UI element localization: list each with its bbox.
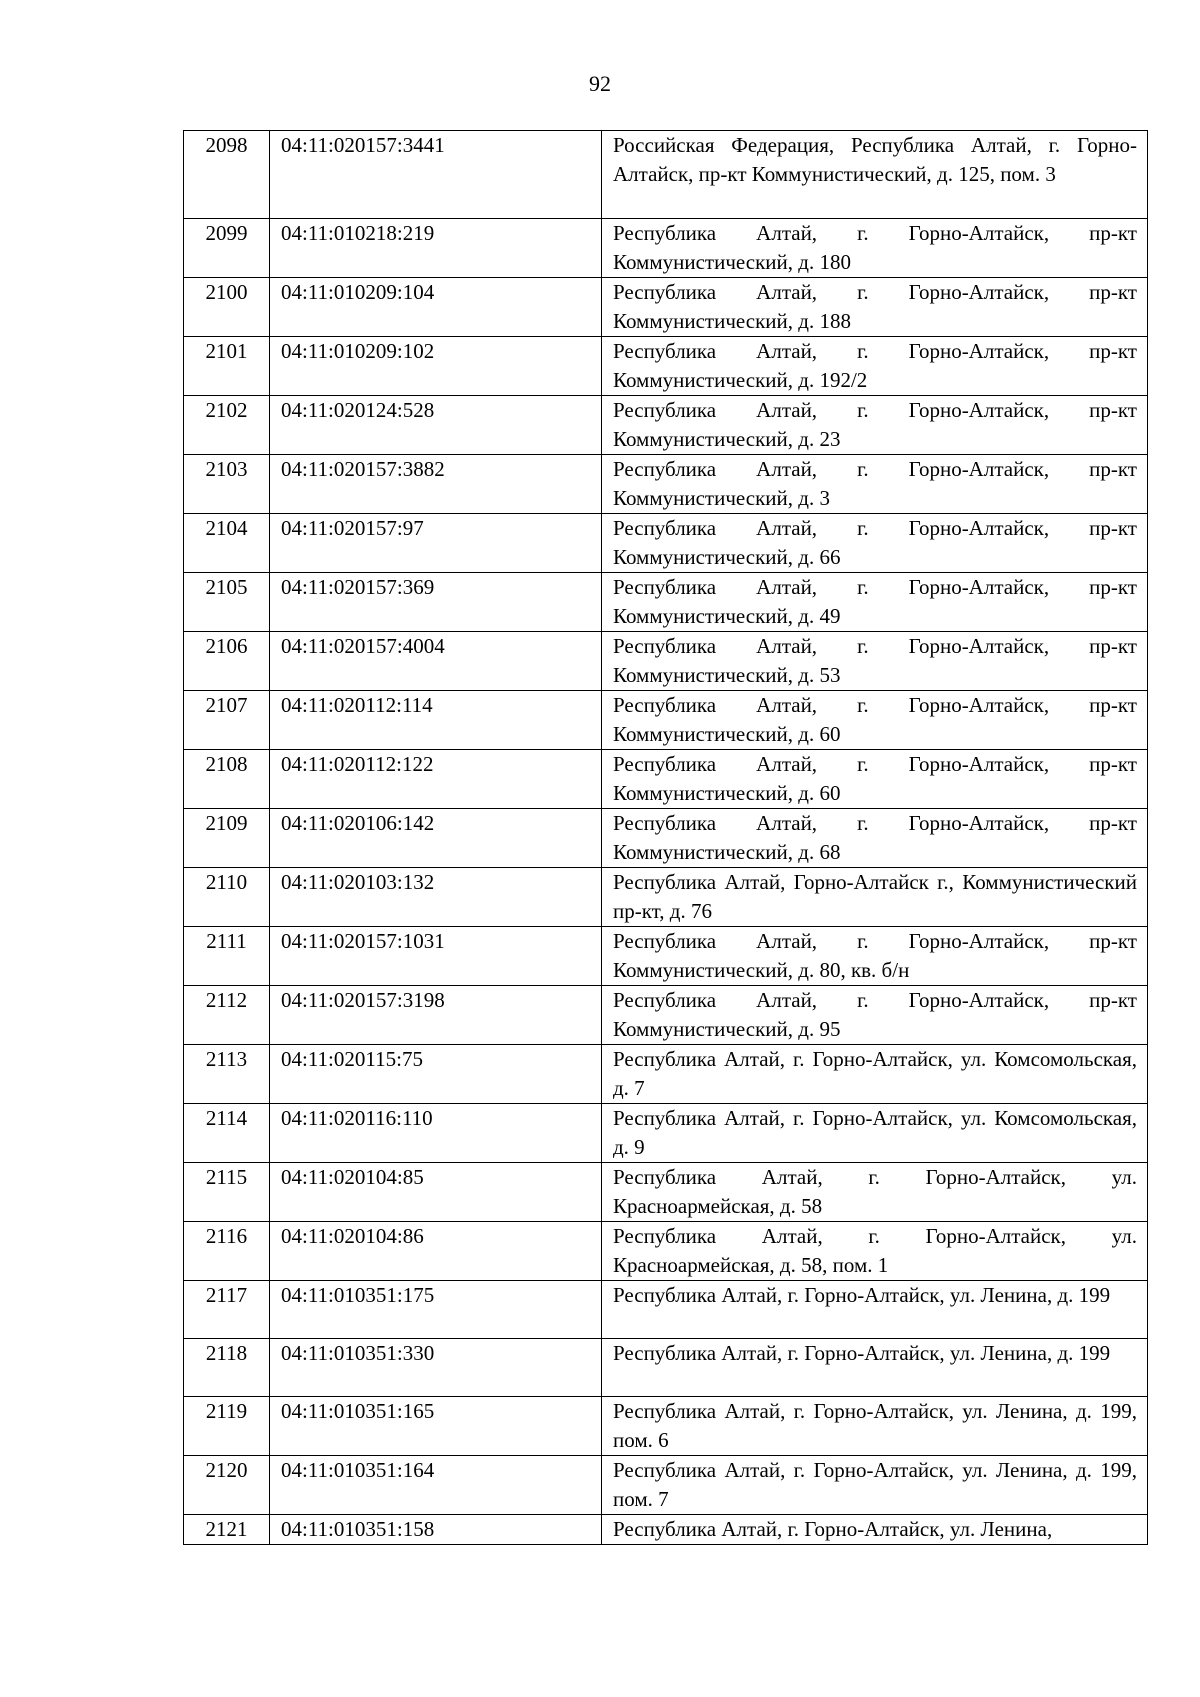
row-number: 2114 [184, 1104, 270, 1163]
row-number: 2119 [184, 1397, 270, 1456]
table-row [184, 278, 1148, 337]
address-cell [602, 219, 1148, 278]
row-number: 2107 [184, 691, 270, 750]
row-number: 2100 [184, 278, 270, 337]
address-cell [602, 1045, 1148, 1104]
address-text: Республика Алтай, г. Горно-Алтайск, ул. Красноармейская, д. 58, пом. 1 [613, 1224, 1137, 1277]
address-text: Республика Алтай, г. Горно-Алтайск, ул. Красноармейская, д. 58 [613, 1165, 1137, 1218]
cadastral-number: 04:11:020157:4004 [270, 632, 602, 691]
row-number: 2113 [184, 1045, 270, 1104]
cadastral-number: 04:11:010209:104 [270, 278, 602, 337]
address-text: Республика Алтай, г. Горно-Алтайск, пр-кт Коммунистический, д. 66 [613, 516, 1137, 569]
table-row [184, 986, 1148, 1045]
address-text: Республика Алтай, г. Горно-Алтайск, ул. Ленина, д. 199, пом. 7 [613, 1458, 1137, 1511]
address-cell [602, 337, 1148, 396]
cadastral-number: 04:11:020157:369 [270, 573, 602, 632]
address-text: Республика Алтай, Горно-Алтайск г., Коммунистический пр-кт, д. 76 [613, 870, 1137, 923]
cadastral-number: 04:11:020104:86 [270, 1222, 602, 1281]
table-row [184, 691, 1148, 750]
table-row [184, 219, 1148, 278]
address-cell [602, 278, 1148, 337]
table-row [184, 1104, 1148, 1163]
cadastral-number: 04:11:020157:1031 [270, 927, 602, 986]
address-text: Республика Алтай, г. Горно-Алтайск, ул. Ленина, д. 199 [613, 1341, 1111, 1365]
address-text: Республика Алтай, г. Горно-Алтайск, пр-кт Коммунистический, д. 192/2 [613, 339, 1137, 392]
address-cell [602, 1339, 1148, 1397]
address-text: Республика Алтай, г. Горно-Алтайск, ул. Комсомольская, д. 9 [613, 1106, 1137, 1159]
address-cell [602, 986, 1148, 1045]
cadastral-number: 04:11:020157:3882 [270, 455, 602, 514]
cadastral-number: 04:11:010209:102 [270, 337, 602, 396]
cadastral-number: 04:11:010351:158 [270, 1515, 602, 1545]
table-row [184, 1515, 1148, 1545]
address-cell [602, 1281, 1148, 1339]
address-text: Республика Алтай, г. Горно-Алтайск, пр-кт Коммунистический, д. 68 [613, 811, 1137, 864]
table-row [184, 1222, 1148, 1281]
table-row [184, 868, 1148, 927]
table-row [184, 927, 1148, 986]
table-row [184, 455, 1148, 514]
row-number: 2115 [184, 1163, 270, 1222]
row-number: 2111 [184, 927, 270, 986]
table-row [184, 1045, 1148, 1104]
address-cell [602, 927, 1148, 986]
row-number: 2117 [184, 1281, 270, 1339]
table-row [184, 809, 1148, 868]
cadastral-number: 04:11:020157:3441 [270, 131, 602, 219]
address-cell [602, 1163, 1148, 1222]
cadastral-number: 04:11:020116:110 [270, 1104, 602, 1163]
cadastral-number: 04:11:010218:219 [270, 219, 602, 278]
address-cell [602, 1397, 1148, 1456]
row-number: 2104 [184, 514, 270, 573]
table-row [184, 1163, 1148, 1222]
address-text: Республика Алтай, г. Горно-Алтайск, пр-кт Коммунистический, д. 188 [613, 280, 1137, 333]
address-cell [602, 131, 1148, 219]
row-number: 2116 [184, 1222, 270, 1281]
address-text: Республика Алтай, г. Горно-Алтайск, пр-кт Коммунистический, д. 60 [613, 693, 1137, 746]
table-row [184, 750, 1148, 809]
address-cell [602, 1222, 1148, 1281]
row-number: 2101 [184, 337, 270, 396]
row-number: 2112 [184, 986, 270, 1045]
cadastral-number: 04:11:020157:97 [270, 514, 602, 573]
address-cell [602, 809, 1148, 868]
row-number: 2118 [184, 1339, 270, 1397]
row-number: 2121 [184, 1515, 270, 1545]
cadastral-number: 04:11:010351:330 [270, 1339, 602, 1397]
page-number: 92 [589, 71, 611, 96]
row-number: 2105 [184, 573, 270, 632]
address-text: Республика Алтай, г. Горно-Алтайск, ул. Ленина, [613, 1517, 1053, 1541]
address-text: Республика Алтай, г. Горно-Алтайск, пр-кт Коммунистический, д. 80, кв. б/н [613, 929, 1137, 982]
address-text: Российская Федерация, Республика Алтай, г. Горно-Алтайск, пр-кт Коммунистический, д. 125, пом. 3 [613, 133, 1137, 186]
table-row [184, 396, 1148, 455]
registry-table-body [184, 131, 1148, 1545]
row-number: 2099 [184, 219, 270, 278]
address-text: Республика Алтай, г. Горно-Алтайск, ул. Комсомольская, д. 7 [613, 1047, 1137, 1100]
row-number: 2109 [184, 809, 270, 868]
address-text: Республика Алтай, г. Горно-Алтайск, ул. Ленина, д. 199, пом. 6 [613, 1399, 1137, 1452]
address-cell [602, 396, 1148, 455]
row-number: 2102 [184, 396, 270, 455]
cadastral-number: 04:11:020124:528 [270, 396, 602, 455]
cadastral-number: 04:11:020106:142 [270, 809, 602, 868]
cadastral-number: 04:11:010351:175 [270, 1281, 602, 1339]
address-cell [602, 1456, 1148, 1515]
cadastral-number: 04:11:010351:165 [270, 1397, 602, 1456]
address-cell [602, 632, 1148, 691]
row-number: 2103 [184, 455, 270, 514]
table-row [184, 337, 1148, 396]
address-text: Республика Алтай, г. Горно-Алтайск, пр-кт Коммунистический, д. 3 [613, 457, 1137, 510]
cadastral-number: 04:11:020115:75 [270, 1045, 602, 1104]
table-row [184, 514, 1148, 573]
address-cell [602, 514, 1148, 573]
address-text: Республика Алтай, г. Горно-Алтайск, пр-кт Коммунистический, д. 95 [613, 988, 1137, 1041]
table-row [184, 573, 1148, 632]
table-row [184, 632, 1148, 691]
address-cell [602, 455, 1148, 514]
address-text: Республика Алтай, г. Горно-Алтайск, ул. Ленина, д. 199 [613, 1283, 1111, 1307]
address-text: Республика Алтай, г. Горно-Алтайск, пр-кт Коммунистический, д. 60 [613, 752, 1137, 805]
address-text: Республика Алтай, г. Горно-Алтайск, пр-кт Коммунистический, д. 180 [613, 221, 1137, 274]
address-cell [602, 1104, 1148, 1163]
table-row [184, 1281, 1148, 1339]
cadastral-number: 04:11:020103:132 [270, 868, 602, 927]
row-number: 2106 [184, 632, 270, 691]
cadastral-number: 04:11:020104:85 [270, 1163, 602, 1222]
table-row [184, 131, 1148, 219]
registry-table [183, 130, 1148, 1545]
address-text: Республика Алтай, г. Горно-Алтайск, пр-кт Коммунистический, д. 49 [613, 575, 1137, 628]
cadastral-number: 04:11:020157:3198 [270, 986, 602, 1045]
address-cell [602, 691, 1148, 750]
address-cell [602, 868, 1148, 927]
row-number: 2120 [184, 1456, 270, 1515]
table-row [184, 1397, 1148, 1456]
row-number: 2110 [184, 868, 270, 927]
address-cell [602, 573, 1148, 632]
address-cell [602, 1515, 1148, 1545]
table-row [184, 1339, 1148, 1397]
cadastral-number: 04:11:020112:122 [270, 750, 602, 809]
cadastral-number: 04:11:020112:114 [270, 691, 602, 750]
row-number: 2108 [184, 750, 270, 809]
table-row [184, 1456, 1148, 1515]
address-text: Республика Алтай, г. Горно-Алтайск, пр-кт Коммунистический, д. 53 [613, 634, 1137, 687]
row-number: 2098 [184, 131, 270, 219]
address-text: Республика Алтай, г. Горно-Алтайск, пр-кт Коммунистический, д. 23 [613, 398, 1137, 451]
address-cell [602, 750, 1148, 809]
cadastral-number: 04:11:010351:164 [270, 1456, 602, 1515]
